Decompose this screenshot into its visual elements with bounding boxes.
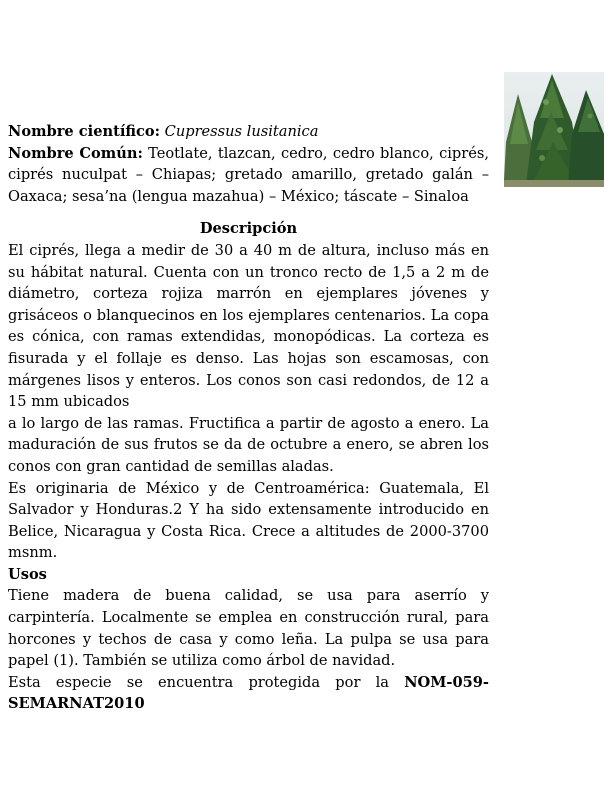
scientific-name-line [8,121,489,143]
protection-line [8,672,489,715]
common-name-line [8,143,489,208]
species-sheet [8,121,489,715]
cypress-tree-photo [504,72,604,187]
description-paragraph-3: Es originaria de México y de Centroamérica: Guatemala, El Salvador y Honduras.2 Y ha sido extensamente introducido en Belice, Nicaragua y Costa Rica. Crece a altitudes de 2000-3700 msnm. [8,479,489,562]
scientific-name-label: Nombre científico: [8,123,161,140]
uses-paragraph: Tiene madera de buena calidad, se usa para aserrío y carpintería. Localmente se emplea en construcción rural, para horcones y techos de casa y como leña. La pulpa se usa para papel (1). También se utiliza como árbol de navidad. [8,587,489,670]
description-paragraph-2: a lo largo de las ramas. Fructifica a partir de agosto a enero. La maduración de sus frutos se da de octubre a enero, se abren los conos con gran cantidad de semillas aladas. [8,414,489,475]
common-name-value: Teotlate, tlazcan, cedro, cedro blanco, ciprés, ciprés nuculpat – Chiapas; gretado amarillo, gretado galán – Oaxaca; sesa’na (lengua mazahua) – México; táscate – Sinaloa [8,144,489,205]
protection-norm: NOM-059-SEMARNAT2010 [8,673,489,713]
common-name-label: Nombre Común: [8,144,143,162]
scientific-name-value: Cupressus lusitanica [164,123,319,140]
description-paragraph-1: El ciprés, llega a medir de 30 a 40 m de altura, incluso más en su hábitat natural. Cuenta con un tronco recto de 1,5 a 2 m de diámetro, corteza rojiza marrón en ejemplares jóvenes y grisáceos o blanquecinos en los ejemplares centenarios. La copa es cónica, con ramas extendidas, monopódicas. La corteza es fisurada y el follaje es denso. Las hojas son escamosas, con márgenes lisos y enteros. Los conos son casi redondos, de 12 a 15 mm ubicados [8,241,489,411]
description-heading: Descripción [199,220,298,238]
uses-heading: Usos [8,565,47,583]
protection-text: Esta especie se encuentra protegida por la [8,673,405,691]
